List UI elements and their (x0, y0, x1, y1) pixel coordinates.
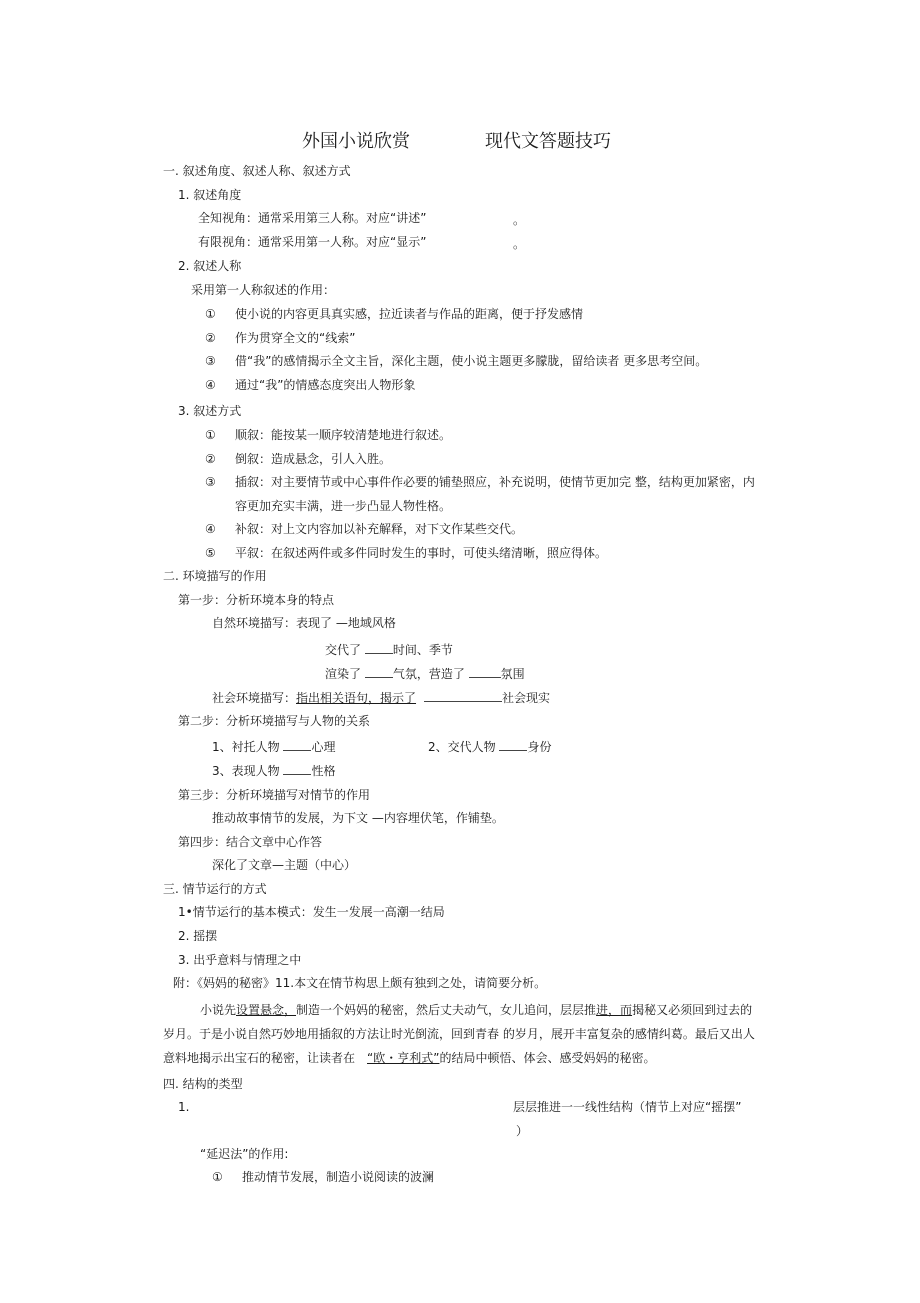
text: 3、表现人物 (212, 764, 284, 778)
item-number: ⑤ (205, 546, 216, 560)
analysis-line-2: 岁月。于是小说自然巧妙地用插叙的方法让时光倒流，回到青春 的岁月，展开丰富复杂的感情纠葛。最后又出人 (163, 1027, 755, 1041)
blank (283, 739, 311, 751)
delay-method-heading: “延迟法”的作用: (200, 1147, 289, 1161)
list-item (212, 1169, 434, 1185)
text: 社会环境描写： (212, 691, 297, 705)
blank (365, 666, 393, 678)
underlined-text: 进，而 (596, 1003, 633, 1017)
item-number: ① (205, 428, 216, 442)
page-title-right: 现代文答题技巧 (485, 131, 611, 152)
text: 社会现实 (502, 691, 551, 705)
step-2: 第二步：分析环境描写与人物的关系 (178, 714, 371, 728)
analysis-line-3 (163, 1050, 655, 1066)
item-number: ④ (205, 522, 216, 536)
item-text: 作为贯穿全文的“线索” (235, 331, 356, 345)
analysis-line-1 (200, 1002, 752, 1018)
text: 时间、季节 (392, 643, 453, 657)
text: 心理 (311, 740, 336, 754)
item-number: ② (205, 452, 216, 466)
item-text: 平叙：在叙述两件或多件同时发生的事时，可使头绪清晰，照应得体。 (235, 546, 608, 560)
relation-3 (212, 763, 335, 779)
text: 交代了 (325, 643, 365, 657)
relation-1 (212, 739, 335, 755)
section-1-heading: 一. 叙述角度、叙述人称、叙述方式 (163, 164, 351, 178)
item-text-continued: 容更加充实丰满，进一步凸显人物性格。 (235, 499, 452, 513)
step-1: 第一步：分析环境本身的特点 (178, 593, 335, 607)
first-person-intro: 采用第一人称叙述的作用： (191, 283, 336, 297)
limited-view-text: 有限视角：通常采用第一人称。对应“显示” (198, 235, 427, 249)
item-text: 借“我”的感情揭示全文主旨，深化主题，使小说主题更多朦胧，留给读者 更多思考空间。 (235, 354, 708, 368)
structure-item-close-paren: ） (516, 1124, 529, 1138)
subsection-1-2-heading: 2. 叙述人称 (178, 259, 242, 273)
appendix-note: 附：《妈妈的秘密》11.本文在情节构思上颇有独到之处，请简要分析。 (173, 976, 547, 990)
section-2-heading: 二. 环境描写的作用 (163, 569, 267, 583)
blank (499, 739, 527, 751)
text: 性格 (311, 764, 336, 778)
list-item (205, 353, 707, 369)
list-item (205, 377, 415, 393)
plot-item-3: 3. 出乎意料与情理之中 (178, 953, 302, 967)
omniscient-view-period: 。 (513, 213, 526, 227)
text: 意料地揭示出宝石的秘密，让读者在 (163, 1051, 356, 1065)
underlined-text: 指出相关语句，揭示了 (296, 691, 417, 705)
blank (424, 690, 502, 702)
item-text: 倒叙：造成悬念，引人入胜。 (235, 452, 392, 466)
blank (365, 642, 393, 654)
text: 气氛，营造了 (392, 667, 469, 681)
structure-item-number: 1. (178, 1100, 190, 1114)
text: 的结局中顿悟、体会、感受妈妈的秘密。 (439, 1051, 656, 1065)
underlined-text: 设置悬念， (236, 1003, 297, 1017)
list-item (205, 545, 607, 561)
underlined-text: “欧・亨利式” (367, 1051, 440, 1065)
step-4: 第四步：结合文章中心作答 (178, 835, 323, 849)
section-3-heading: 三. 情节运行的方式 (163, 882, 267, 896)
item-number: ③ (205, 354, 216, 368)
item-text: 插叙：对主要情节或中心事件作必要的铺垫照应，补充说明，使情节更加完 整，结构更加紧密，内 (235, 475, 755, 489)
list-item (205, 427, 451, 443)
item-number: ① (205, 307, 216, 321)
plot-item-1: 1•情节运行的基本模式：发生一发展一高潮一结局 (178, 905, 445, 919)
list-item (205, 451, 391, 467)
list-item (205, 306, 583, 322)
natural-env-line-2 (325, 642, 453, 658)
subsection-1-1-heading: 1. 叙述角度 (178, 188, 242, 202)
item-text: 推动情节发展，制造小说阅读的波澜 (242, 1170, 435, 1184)
blank (283, 763, 311, 775)
text: 小说先 (200, 1003, 237, 1017)
item-text: 使小说的内容更具真实感，拉近读者与作品的距离，便于抒发感情 (235, 307, 584, 321)
list-item (205, 330, 355, 346)
item-text: 补叙：对上文内容加以补充解释，对下文作某些交代。 (235, 522, 524, 536)
natural-env-line-3 (325, 666, 525, 682)
limited-view-period: 。 (513, 237, 526, 251)
text: 揭秘又必须回到过去的 (632, 1003, 753, 1017)
step-3-text: 推动故事情节的发展，为下文 —内容埋伏笔，作铺垫。 (212, 811, 504, 825)
item-text: 通过“我”的情感态度突出人物形象 (235, 378, 416, 392)
relation-2 (428, 739, 551, 755)
section-4-heading: 四. 结构的类型 (163, 1077, 243, 1091)
text: 制造一个妈妈的秘密，然后丈夫动气，女儿追问，层层推 (296, 1003, 597, 1017)
item-number: ④ (205, 378, 216, 392)
text: 身份 (527, 740, 552, 754)
step-4-text: 深化了文章—主题（中心） (212, 858, 357, 872)
text: 2、交代人物 (428, 740, 500, 754)
plot-item-2: 2. 摇摆 (178, 929, 218, 943)
page-title-left: 外国小说欣赏 (302, 131, 410, 152)
list-item (205, 474, 755, 490)
text: 渲染了 (325, 667, 365, 681)
blank (469, 666, 501, 678)
omniscient-view-text: 全知视角：通常采用第三人称。对应“讲述” (198, 211, 427, 225)
item-number: ① (212, 1170, 223, 1184)
natural-env-line-1: 自然环境描写：表现了 —地域风格 (212, 616, 396, 630)
text: 1、衬托人物 (212, 740, 284, 754)
list-item (205, 521, 523, 537)
text: 氛围 (500, 667, 525, 681)
item-text: 顺叙：能按某一顺序较清楚地进行叙述。 (235, 428, 452, 442)
social-env-line (212, 690, 550, 706)
item-number: ② (205, 331, 216, 345)
subsection-1-3-heading: 3. 叙述方式 (178, 404, 242, 418)
step-3: 第三步：分析环境描写对情节的作用 (178, 788, 371, 802)
structure-item-text: 层层推进一一线性结构（情节上对应“摇摆” (513, 1100, 742, 1114)
item-number: ③ (205, 475, 216, 489)
